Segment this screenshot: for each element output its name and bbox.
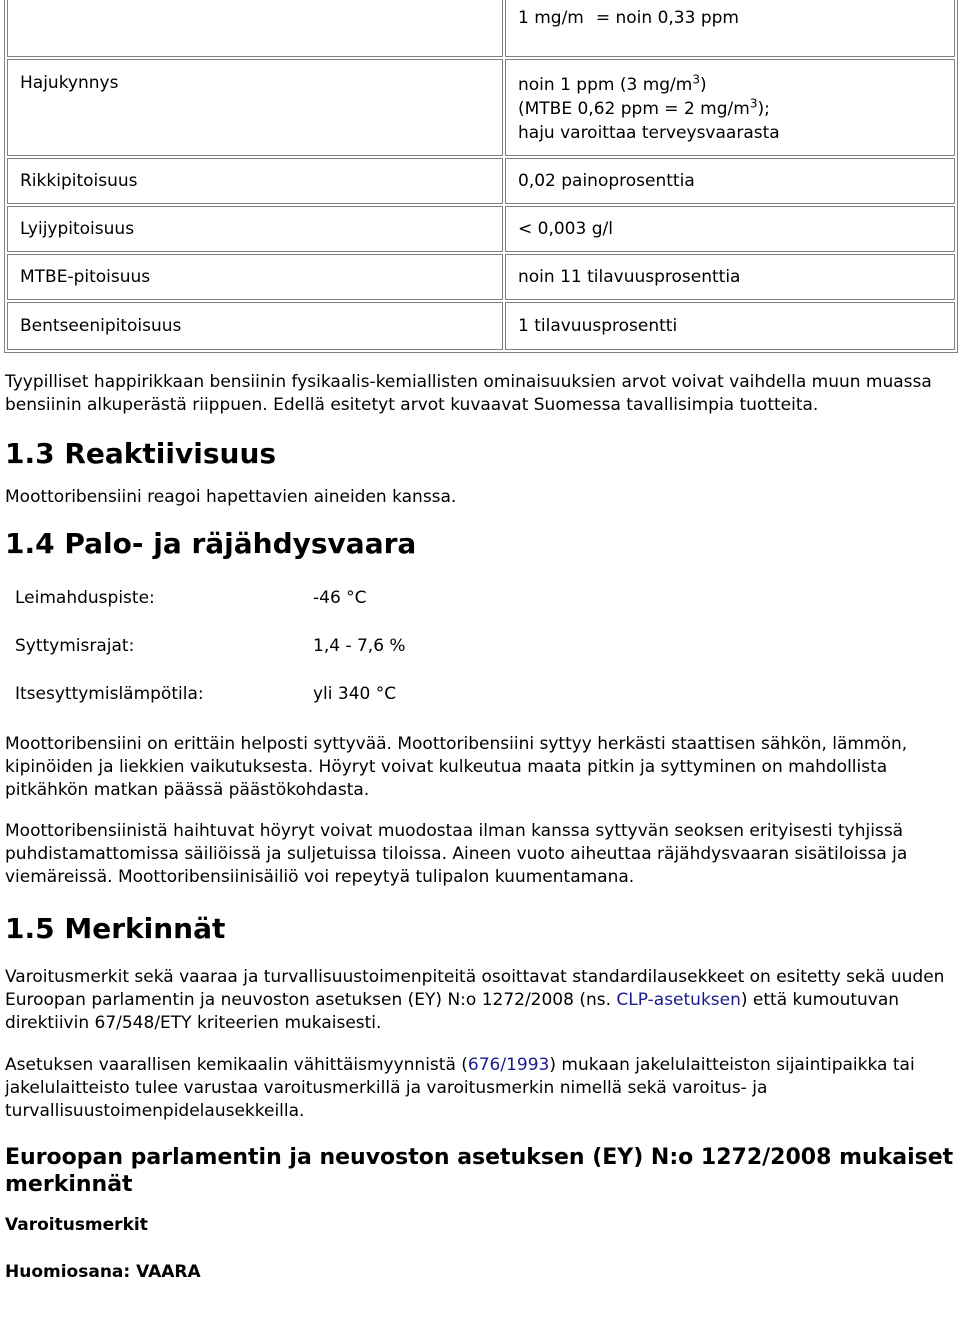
table-row bbox=[7, 0, 955, 57]
property-label: Hajukynnys bbox=[7, 59, 503, 156]
unit-conversion-left: 1 mg/m bbox=[518, 8, 584, 28]
fire-value: 1,4 - 7,6 % bbox=[313, 635, 406, 656]
section-heading-reaktiivisuus: 1.3 Reaktiivisuus bbox=[5, 437, 277, 470]
table-row bbox=[7, 59, 955, 156]
intro-paragraph: Tyypilliset happirikkaan bensiinin fysikaalis-kemiallisten ominaisuuksien arvot voivat vaihdella muun muassa bensiinin alkuperästä riippuen. Edellä esitetyt arvot kuvaavat Suomessa tavallisimpia tuotteita. bbox=[5, 372, 932, 415]
property-value bbox=[505, 59, 955, 156]
palo-paragraph-1: Moottoribensiini on erittäin helposti syttyvää. Moottoribensiini syttyy herkästi staattisen sähkön, lämmön, kipinöiden ja liekkien vaikutuksesta. Höyryt voivat kulkeutua maata pitkin ja syttyminen on mahdollista pitkähkön matkan päässä päästökohdasta. bbox=[5, 734, 908, 800]
property-label: Rikkipitoisuus bbox=[7, 158, 503, 204]
fire-label: Syttymisrajat: bbox=[15, 635, 135, 656]
unit-conversion-right: = noin 0,33 ppm bbox=[595, 8, 739, 28]
property-value bbox=[505, 0, 955, 57]
property-label: Lyijypitoisuus bbox=[7, 206, 503, 252]
document-content bbox=[5, 371, 957, 1284]
fire-value: -46 °C bbox=[313, 587, 367, 608]
merkinnat-paragraph-2: Asetuksen vaarallisen kemikaalin vähittäismyynnistä (676/1993) mukaan jakelulaitteiston sijaintipaikka tai jakelulaitteisto tulee varustaa varoitusmerkillä ja varoitusmerkin nimellä sekä varoitus- ja turvallisuustoimenpidelausekkeilla. bbox=[5, 1055, 915, 1121]
property-label: Bentseenipitoisuus bbox=[7, 302, 503, 350]
eu-section-heading: Euroopan parlamentin ja neuvoston asetuksen (EY) N:o 1272/2008 mukaiset merkinnät bbox=[5, 1145, 954, 1197]
property-value: noin 11 tilavuusprosenttia bbox=[505, 254, 955, 300]
fire-label: Itsesyttymislämpötila: bbox=[15, 683, 204, 704]
merkinnat-paragraph-1: Varoitusmerkit sekä vaaraa ja turvallisuustoimenpiteitä osoittavat standardilausekkeet on esitetty sekä uuden Euroopan parlamentin ja neuvoston asetuksen (EY) N:o 1272/2008 (ns. CLP-asetuksen) että kumoutuvan direktiivin 67/548/ETY kriteerien mukaisesti. bbox=[5, 967, 945, 1033]
table-row bbox=[7, 302, 955, 350]
hajukynnys-line-3: haju varoittaa terveysvaarasta bbox=[518, 122, 780, 143]
huomiosana-label: Huomiosana: VAARA bbox=[5, 1262, 201, 1282]
asetus-676-link[interactable]: 676/1993 bbox=[467, 1055, 550, 1075]
fire-label: Leimahduspiste: bbox=[15, 587, 155, 608]
hajukynnys-line-1: noin 1 ppm (3 $mg/m^3$) bbox=[518, 71, 707, 95]
table-row bbox=[7, 206, 955, 252]
fire-properties-table bbox=[7, 574, 406, 718]
table-row bbox=[7, 254, 955, 300]
properties-table bbox=[4, 0, 958, 353]
palo-paragraph-2: Moottoribensiinistä haihtuvat höyryt voivat muodostaa ilman kanssa syttyvän seoksen erityisesti tyhjissä puhdistamattomissa säiliöissä ja suljetuissa tiloissa. Aineen vuoto aiheuttaa räjähdysvaaran sisätiloissa ja viemäreissä. Moottoribensiinisäiliö voi repeytyä tulipalon kuumentamana. bbox=[5, 821, 908, 887]
table-row bbox=[7, 622, 406, 670]
fire-value: yli 340 °C bbox=[313, 683, 397, 704]
hajukynnys-line-2: (MTBE 0,62 ppm = 2 $mg/m^3$); bbox=[518, 95, 770, 119]
table-row bbox=[7, 670, 406, 718]
table-row bbox=[7, 158, 955, 204]
clp-link[interactable]: CLP-asetuksen bbox=[616, 990, 741, 1010]
reaktiivisuus-text: Moottoribensiini reagoi hapettavien aineiden kanssa. bbox=[5, 487, 457, 507]
property-label: MTBE-pitoisuus bbox=[7, 254, 503, 300]
property-label bbox=[7, 0, 503, 57]
property-value: 1 tilavuusprosentti bbox=[505, 302, 955, 350]
property-value: 0,02 painoprosenttia bbox=[505, 158, 955, 204]
section-heading-merkinnat: 1.5 Merkinnät bbox=[5, 912, 226, 945]
section-heading-palo: 1.4 Palo- ja räjähdysvaara bbox=[5, 527, 417, 560]
property-value: < 0,003 g/l bbox=[505, 206, 955, 252]
varoitusmerkit-label: Varoitusmerkit bbox=[5, 1215, 148, 1235]
table-row bbox=[7, 574, 406, 622]
